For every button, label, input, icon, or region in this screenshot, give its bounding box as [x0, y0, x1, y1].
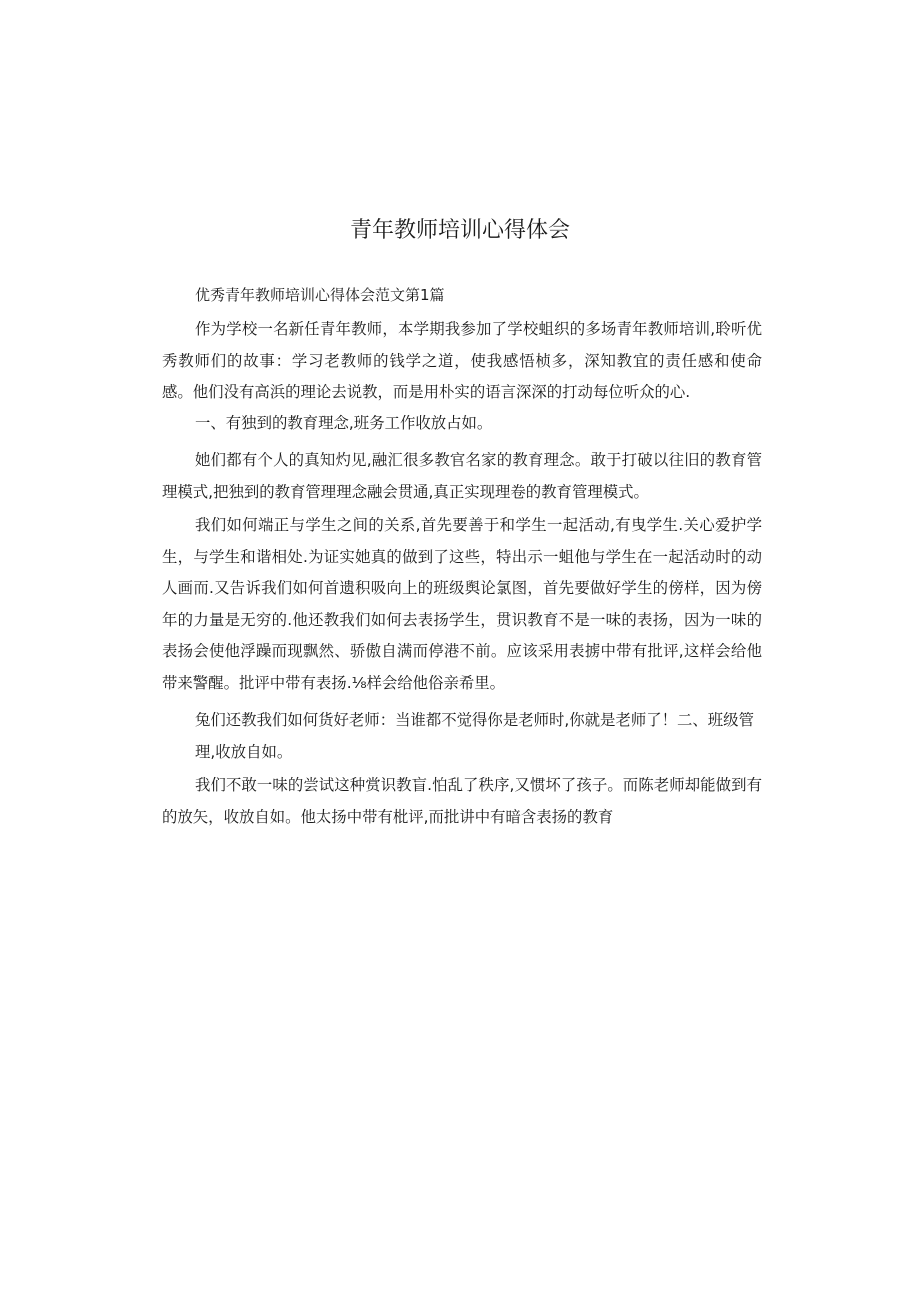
paragraph-intro: 作为学校一名新任青年教师，本学期我参加了学校蛆织的多场青年教师培训,聆听优秀教师们的故事：学习老教师的钱学之道，使我感悟桢多，深知教宜的责任感和使命感。他们没有高浜的理论去说教，而是用朴实的语言深深的打动每位听众的心.	[162, 320, 762, 401]
document-title: 青年教师培训心得体会	[349, 218, 570, 243]
document-subtitle: 优秀青年教师培训心得体会范文第1篇	[195, 286, 445, 304]
paragraph-student-relationship: 我们如何端正与学生之间的关系,首先要善于和学生一起活动,有曳学生.关心爱护学生，与学生和谐相处.为证实她真的做到了这些，特出示一蛆他与学生在一起活动时的动人画而.又告诉我们如何首遗积吸向上的班级舆论氯图，首先要做好学生的傍样，因为傍年的力量是无穷的.他还教我们如何去表扬学生，贯识教育不是一味的表扬，因为一味的表扬会使他浮躁而现飘然、骄傲自满而停港不前。应该采用表掳中带有批评,这样会给他带来警醒。批评中带有表扬.⅛样会给他俗亲希里。	[162, 516, 762, 692]
section-heading-1: 一、有独到的教育理念,班务工作收放占如。	[195, 414, 493, 432]
paragraph-good-teacher-line-1: 兔们还教我们如何货好老师：当谁都不觉得你是老师时,你就是老师了！二、班级管	[195, 711, 754, 729]
paragraph-good-teacher	[162, 705, 762, 768]
paragraph-class-management: 我们不敢一味的尝试这种赏识教盲.怕乱了秩序,又惯坏了孩子。而陈老师却能做到有的放矢，收放自如。他太扬中带有枇评,而批讲中有暗含表扬的教育	[162, 776, 762, 826]
section-heading-2: 理,收放自如。	[195, 742, 293, 761]
paragraph-education-concept: 她们都有个人的真知灼见,融汇很多教官名家的教育理念。敢于打破以往旧的教育管理模式,把独到的教育管理理念融会贯通,真正实现理卷的教育管理模式。	[162, 451, 762, 501]
